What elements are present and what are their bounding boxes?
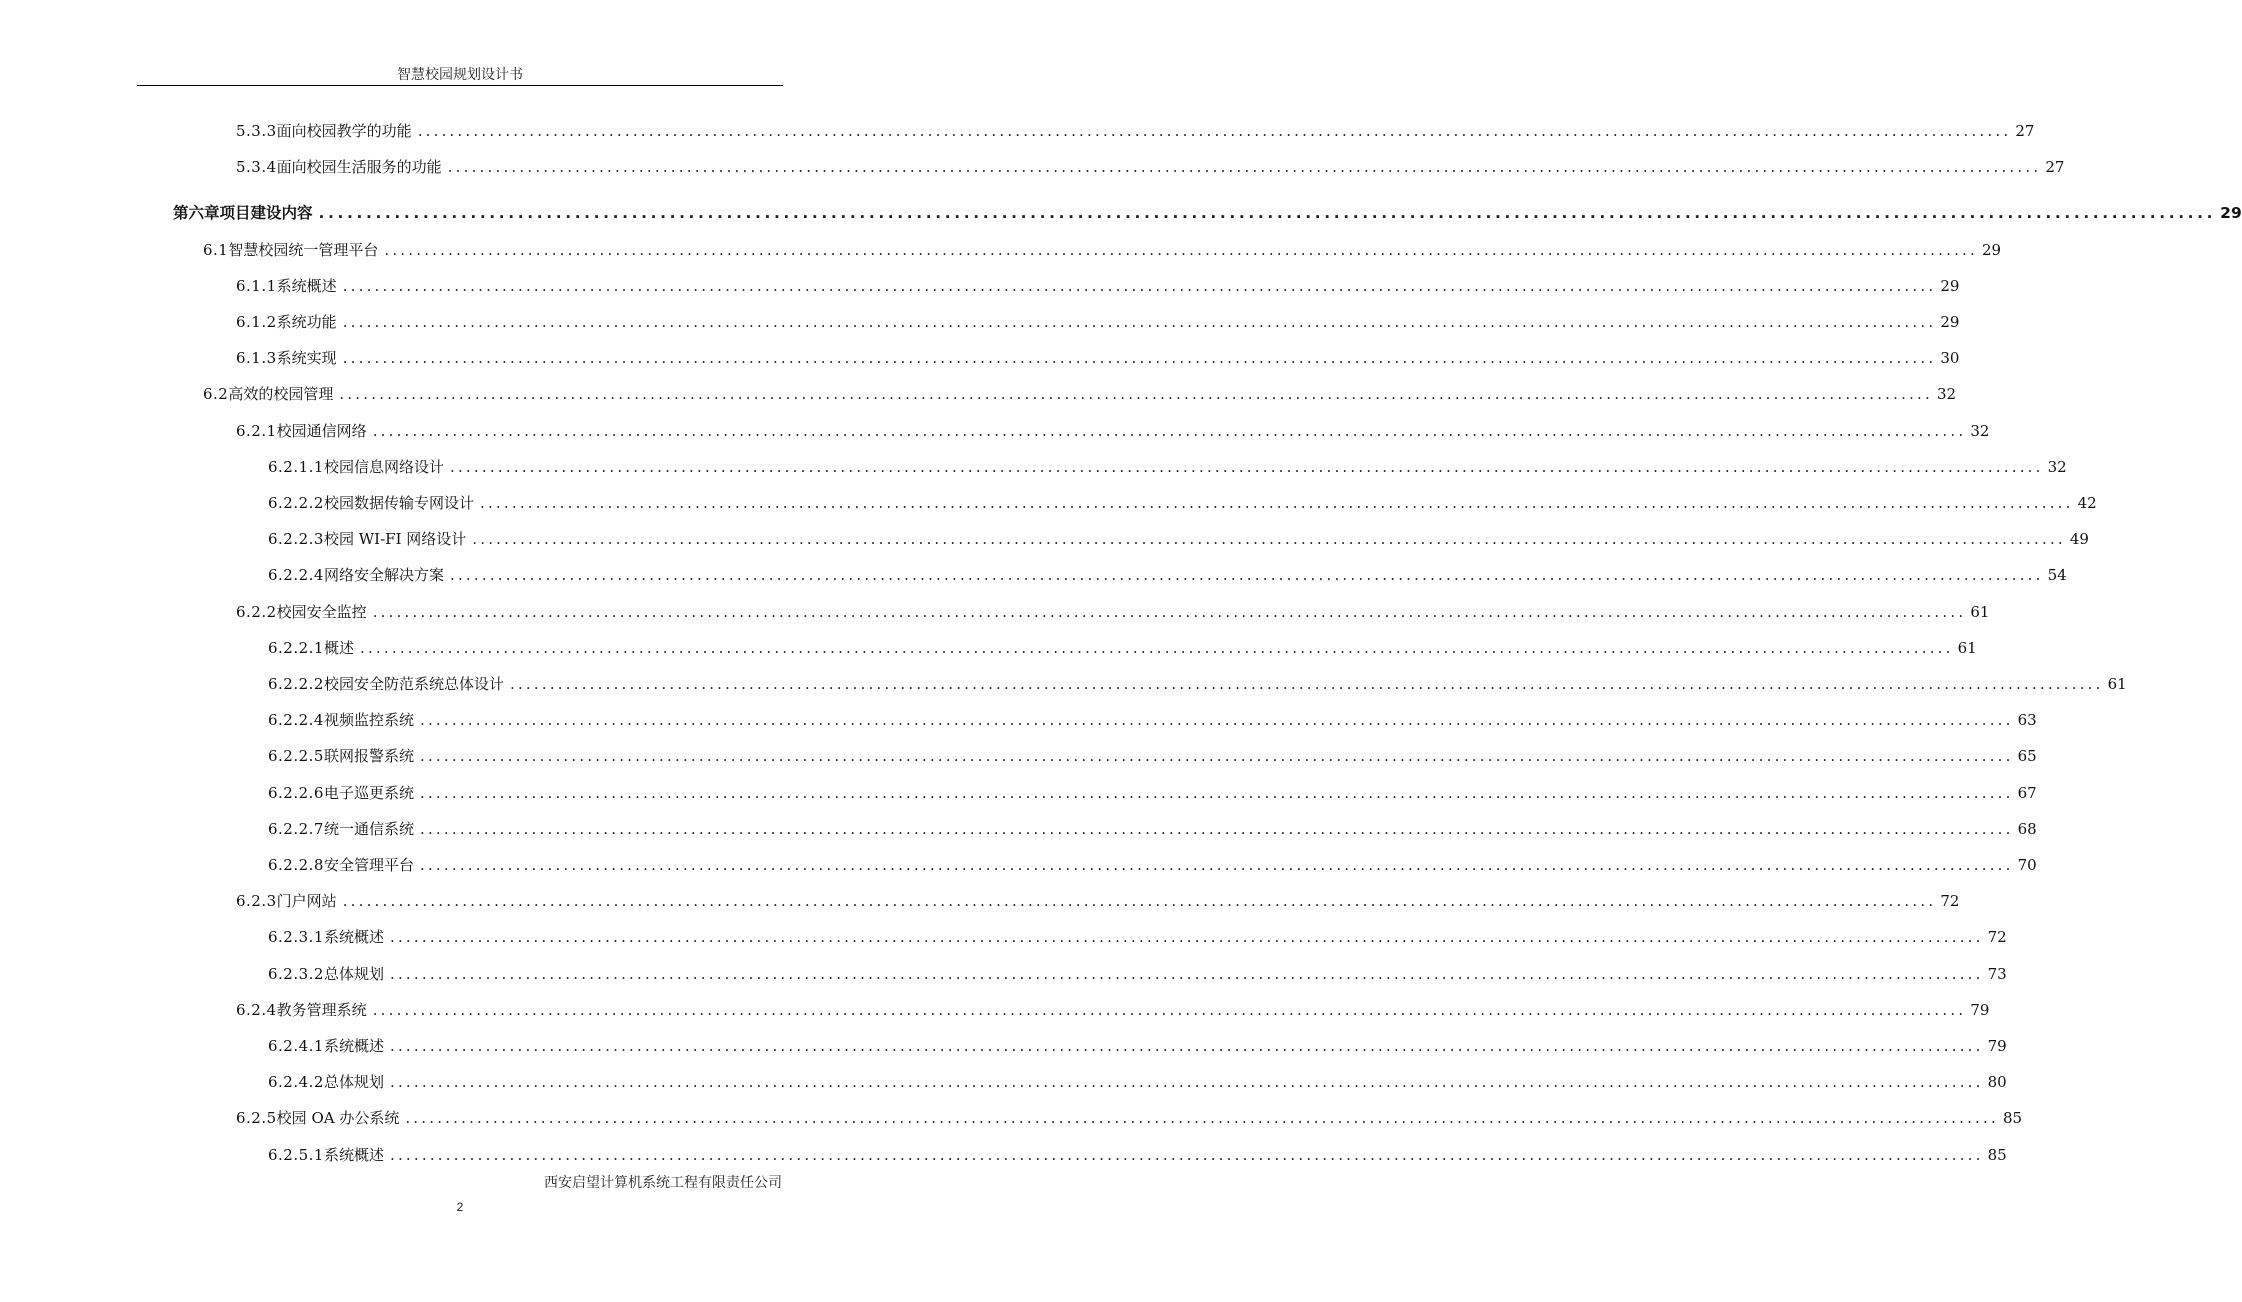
toc-entry-number: 6.2.2.5: [268, 747, 324, 766]
toc-entry[interactable]: [236, 890, 1960, 911]
toc-entry-page: 85: [2002, 1109, 2023, 1128]
toc-entry-number: 6.1.2: [236, 313, 277, 331]
toc-entry-number: 5.3.4: [236, 158, 277, 177]
toc-entry-title: 网络安全解决方案: [323, 566, 444, 585]
dot-leader: ........................................................................................................................................................................................................: [372, 1000, 1967, 1019]
toc-entry[interactable]: [203, 239, 2002, 260]
toc-entry-number: 6.2.2: [236, 602, 277, 621]
dot-leader: ........................................................................................................................................................................................................: [420, 711, 2014, 730]
toc-entry-number: 6.2.5: [236, 1109, 277, 1128]
toc-entry[interactable]: [236, 420, 1990, 441]
toc-entry[interactable]: [236, 120, 2035, 141]
toc-entry[interactable]: [268, 818, 2037, 839]
toc-entry[interactable]: [268, 963, 2007, 984]
toc-entry-number: 6.2.4: [236, 1000, 277, 1019]
toc-entry-page: 65: [2017, 747, 2037, 766]
toc-entry-title: 校园通信网络: [276, 421, 367, 440]
toc-entry[interactable]: [268, 745, 2037, 766]
toc-entry[interactable]: [236, 311, 1960, 332]
toc-entry[interactable]: [236, 601, 1990, 622]
toc-entry-number: 5.3.3: [236, 122, 277, 140]
dot-leader: ........................................................................................................................................................................................................: [342, 349, 1937, 368]
toc-entry-page: 29: [1982, 240, 2002, 259]
toc-entry-page: 79: [1970, 1000, 1990, 1019]
toc-entry-title: 第六章项目建设内容: [173, 204, 313, 223]
toc-entry-title: 校园安全防范系统总体设计: [323, 675, 504, 693]
dot-leader: ........................................................................................................................................................................................................: [318, 204, 2217, 223]
dot-leader: ........................................................................................................................................................................................................: [480, 494, 2074, 512]
toc-entry[interactable]: [268, 492, 2097, 513]
toc-entry-page: 72: [1987, 928, 2007, 947]
toc-entry-title: 视频监控系统: [323, 711, 414, 730]
footer-company: 西安启望计算机系统工程有限责任公司: [544, 1175, 782, 1191]
toc-entry-page: 68: [2017, 819, 2037, 838]
dot-leader: ........................................................................................................................................................................................................: [447, 158, 2042, 177]
toc-entry-number: 6.2.1.1: [268, 457, 324, 476]
toc-entry[interactable]: [268, 673, 2127, 694]
toc-entry-number: 6.2.2.6: [268, 783, 324, 802]
dot-leader: ........................................................................................................................................................................................................: [372, 602, 1967, 621]
dot-leader: ........................................................................................................................................................................................................: [420, 747, 2014, 766]
toc-entry-page: 70: [2017, 856, 2037, 874]
toc-entry-number: 6.2.1: [236, 421, 277, 440]
toc-entry[interactable]: [268, 926, 2007, 947]
toc-entry-title: 电子巡更系统: [323, 783, 414, 802]
toc-entry-number: 6.2.2.4: [268, 711, 324, 730]
toc-entry-number: 6.2.2.7: [268, 819, 324, 838]
toc-entry[interactable]: [268, 854, 2037, 875]
toc-entry-page: 32: [2047, 457, 2067, 476]
toc-entry-page: 85: [1987, 1145, 2007, 1164]
toc-entry-page: 72: [1940, 892, 1960, 911]
toc-entry-page: 63: [2017, 711, 2037, 730]
toc-entry-number: 6.2.3.1: [268, 928, 324, 947]
toc-entry-title: 总体规划: [323, 964, 384, 983]
toc-entry-page: 73: [1987, 964, 2007, 983]
dot-leader: ........................................................................................................................................................................................................: [342, 892, 1937, 911]
toc-entry[interactable]: [268, 1035, 2007, 1056]
toc-entry-page: 30: [1940, 349, 1960, 368]
toc-entry-title: 总体规划: [323, 1073, 384, 1092]
toc-entry[interactable]: [236, 275, 1960, 296]
toc-entry-number: 6.2.2.3: [268, 530, 324, 549]
toc-entry-title: 系统概述: [276, 276, 337, 295]
toc-entry-page: 32: [1937, 385, 1957, 404]
toc-entry-title: 校园数据传输专网设计: [323, 494, 474, 512]
toc-entry-title: 校园信息网络设计: [323, 457, 444, 476]
toc-entry-number: 6.1.1: [236, 276, 277, 295]
toc-entry[interactable]: [236, 999, 1990, 1020]
toc-entry[interactable]: [268, 528, 2089, 549]
toc-entry-title: 系统概述: [323, 928, 384, 947]
dot-leader: ........................................................................................................................................................................................................: [360, 638, 1954, 657]
dot-leader: ........................................................................................................................................................................................................: [417, 122, 2012, 140]
toc-entry-number: 6.2.2.4: [268, 566, 324, 585]
toc-entry-page: 61: [1970, 602, 1990, 621]
toc-entry-title: 统一通信系统: [323, 819, 414, 838]
toc-entry-page: 32: [1970, 421, 1990, 440]
toc-entry-page: 61: [1957, 638, 1977, 657]
dot-leader: ........................................................................................................................................................................................................: [390, 1145, 1984, 1164]
dot-leader: ........................................................................................................................................................................................................: [390, 1073, 1984, 1092]
toc-entry-title: 高效的校园管理: [228, 385, 334, 404]
toc-entry-title: 面向校园生活服务的功能: [276, 158, 442, 177]
toc-entry[interactable]: [203, 383, 1957, 404]
toc-entry-title: 系统概述: [323, 1145, 384, 1164]
header-divider: [137, 85, 783, 86]
toc-entry-page: 67: [2017, 783, 2037, 802]
toc-entry-page: 29: [1940, 313, 1960, 331]
page-number: 2: [456, 1200, 464, 1214]
toc-entry[interactable]: [268, 709, 2037, 730]
toc-entry-page: 61: [2107, 675, 2127, 693]
dot-leader: ........................................................................................................................................................................................................: [420, 783, 2014, 802]
toc-entry-page: 54: [2047, 566, 2067, 585]
toc-entry-number: 6.1: [203, 240, 229, 259]
toc-entry-title: 系统概述: [323, 1037, 384, 1055]
toc-entry[interactable]: [236, 1107, 2023, 1128]
toc-entry-page: 29: [2220, 204, 2242, 223]
toc-entry[interactable]: [268, 782, 2037, 803]
toc-entry-page: 80: [1987, 1073, 2007, 1092]
toc-entry[interactable]: [268, 564, 2067, 585]
toc-entry-title: 系统实现: [276, 349, 337, 368]
toc-entry-title: 概述: [323, 638, 354, 657]
dot-leader: ........................................................................................................................................................................................................: [384, 240, 1978, 259]
toc-entry-number: 6.2.3.2: [268, 964, 324, 983]
toc-entry-number: 6.2: [203, 385, 229, 404]
toc-entry-page: 49: [2069, 530, 2089, 549]
dot-leader: ........................................................................................................................................................................................................: [342, 276, 1937, 295]
toc-entry[interactable]: [268, 637, 1977, 658]
toc-entry-number: 6.2.2.8: [268, 856, 324, 874]
toc-entry-title: 系统功能: [276, 313, 337, 331]
toc-entry-title: 校园 OA 办公系统: [276, 1109, 400, 1128]
toc-entry-title: 校园安全监控: [276, 602, 367, 621]
dot-leader: ........................................................................................................................................................................................................: [339, 385, 1933, 404]
dot-leader: ........................................................................................................................................................................................................: [390, 928, 1984, 947]
dot-leader: ........................................................................................................................................................................................................: [390, 1037, 1984, 1055]
toc-chapter-entry[interactable]: [173, 201, 2242, 223]
toc-entry-page: 27: [2015, 122, 2035, 140]
toc-entry-number: 6.2.2.2: [268, 675, 324, 693]
toc-entry[interactable]: [236, 347, 1960, 368]
toc-entry-title: 教务管理系统: [276, 1000, 367, 1019]
toc-entry[interactable]: [268, 1144, 2007, 1165]
toc-entry-number: 6.2.4.2: [268, 1073, 324, 1092]
page-header-title: 智慧校园规划设计书: [397, 67, 523, 83]
toc-entry-page: 27: [2045, 158, 2065, 177]
toc-entry-number: 6.2.3: [236, 892, 277, 911]
dot-leader: ........................................................................................................................................................................................................: [472, 530, 2066, 549]
toc-entry[interactable]: [236, 156, 2065, 177]
toc-entry[interactable]: [268, 456, 2067, 477]
dot-leader: ........................................................................................................................................................................................................: [342, 313, 1937, 331]
toc-entry-number: 6.2.2.2: [268, 494, 324, 512]
toc-entry-page: 42: [2077, 494, 2097, 512]
toc-entry-title: 校园 WI-FI 网络设计: [323, 530, 467, 549]
toc-entry-number: 6.2.2.1: [268, 638, 324, 657]
dot-leader: ........................................................................................................................................................................................................: [372, 421, 1967, 440]
toc-entry-number: 6.1.3: [236, 349, 277, 368]
toc-entry-page: 79: [1987, 1037, 2007, 1055]
toc-entry-number: 6.2.4.1: [268, 1037, 324, 1055]
toc-entry-title: 智慧校园统一管理平台: [228, 240, 379, 259]
dot-leader: ........................................................................................................................................................................................................: [405, 1109, 1999, 1128]
toc-entry-title: 安全管理平台: [323, 856, 414, 874]
toc-entry-title: 联网报警系统: [323, 747, 414, 766]
toc-entry[interactable]: [268, 1071, 2007, 1092]
dot-leader: ........................................................................................................................................................................................................: [450, 566, 2044, 585]
dot-leader: ........................................................................................................................................................................................................: [390, 964, 1984, 983]
dot-leader: ........................................................................................................................................................................................................: [420, 856, 2014, 874]
dot-leader: ........................................................................................................................................................................................................: [420, 819, 2014, 838]
toc-entry-page: 29: [1940, 276, 1960, 295]
dot-leader: ........................................................................................................................................................................................................: [450, 457, 2044, 476]
toc-entry-title: 门户网站: [276, 892, 337, 911]
toc-entry-title: 面向校园教学的功能: [276, 122, 412, 140]
dot-leader: ........................................................................................................................................................................................................: [510, 675, 2104, 693]
toc-entry-number: 6.2.5.1: [268, 1145, 324, 1164]
